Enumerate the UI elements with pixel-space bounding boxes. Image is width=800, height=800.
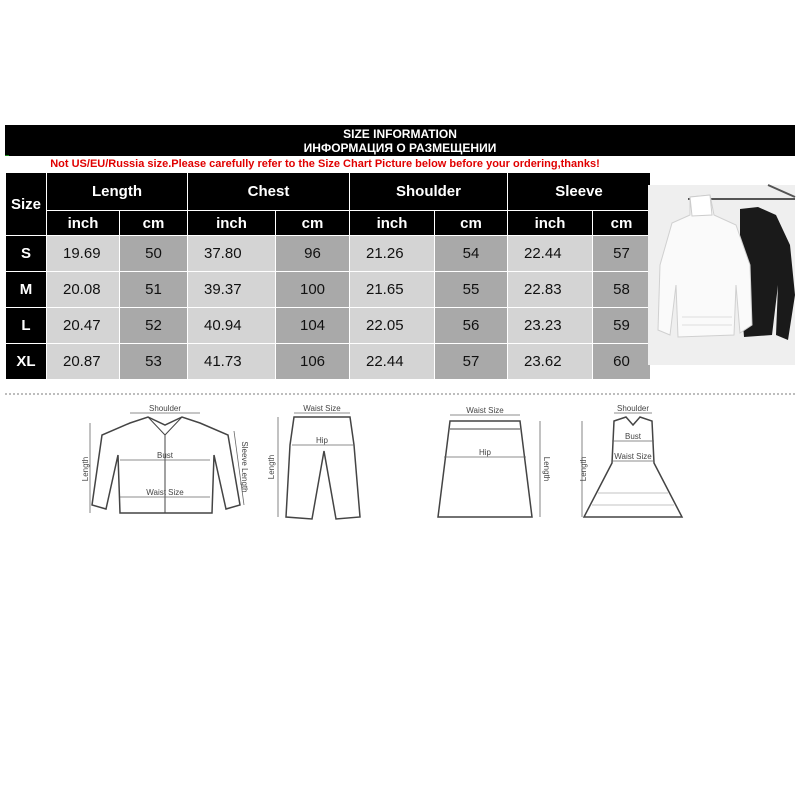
table-cell: 104 xyxy=(276,308,350,344)
skirt-diagram xyxy=(420,405,550,530)
table-cell: 20.47 xyxy=(47,308,120,344)
table-cell: 22.44 xyxy=(350,344,435,380)
table-cell: 20.08 xyxy=(47,272,120,308)
unit-header: cm xyxy=(120,211,188,236)
table-cell: 54 xyxy=(435,236,508,272)
size-notice: Not US/EU/Russia size.Please carefully refer to the Size Chart Picture below before your ordering,thanks! xyxy=(5,156,645,172)
table-cell: 58 xyxy=(593,272,651,308)
waist-label: Waist Size xyxy=(466,406,504,415)
banner-title-ru: ИНФОРМАЦИЯ О РАЗМЕЩЕНИИ xyxy=(303,141,497,155)
waist-label: Waist Size xyxy=(614,452,652,461)
table-cell: 57 xyxy=(593,236,651,272)
unit-header: cm xyxy=(435,211,508,236)
table-cell: 60 xyxy=(593,344,651,380)
table-cell: 106 xyxy=(276,344,350,380)
unit-header: inch xyxy=(47,211,120,236)
table-row xyxy=(6,308,651,344)
waist-label: Waist Size xyxy=(146,488,184,497)
section-divider xyxy=(5,393,795,395)
pants-diagram xyxy=(262,405,372,530)
length-label: Length xyxy=(579,456,588,482)
length-label: Length xyxy=(81,456,90,482)
table-cell: 23.62 xyxy=(508,344,593,380)
table-cell: 37.80 xyxy=(188,236,276,272)
unit-header: inch xyxy=(350,211,435,236)
size-info-banner xyxy=(5,125,795,156)
table-cell: 23.23 xyxy=(508,308,593,344)
group-header-chest: Chest xyxy=(188,173,350,211)
row-size-label: S xyxy=(6,236,47,272)
length-label: Length xyxy=(267,454,276,480)
shoulder-label: Shoulder xyxy=(148,404,182,413)
size-table xyxy=(5,172,651,380)
group-header-length: Length xyxy=(47,173,188,211)
row-size-label: M xyxy=(6,272,47,308)
table-cell: 53 xyxy=(120,344,188,380)
bust-label: Bust xyxy=(624,432,642,441)
table-cell: 56 xyxy=(435,308,508,344)
sleeve-length-label: Sleeve Length xyxy=(240,441,249,493)
hip-label: Hip xyxy=(315,436,329,445)
table-cell: 22.44 xyxy=(508,236,593,272)
shirt-diagram xyxy=(80,405,250,530)
bust-label: Bust xyxy=(156,451,174,460)
row-size-label: XL xyxy=(6,344,47,380)
table-cell: 52 xyxy=(120,308,188,344)
table-cell: 39.37 xyxy=(188,272,276,308)
hip-label: Hip xyxy=(478,448,492,457)
row-size-label: L xyxy=(6,308,47,344)
unit-header: cm xyxy=(276,211,350,236)
table-cell: 21.65 xyxy=(350,272,435,308)
turtleneck-sweater-photo xyxy=(648,185,795,365)
dress-diagram xyxy=(578,405,688,530)
banner-title-en: SIZE INFORMATION xyxy=(343,127,457,141)
table-cell: 59 xyxy=(593,308,651,344)
unit-header: inch xyxy=(508,211,593,236)
table-cell: 20.87 xyxy=(47,344,120,380)
group-header-shoulder: Shoulder xyxy=(350,173,508,211)
table-row xyxy=(6,272,651,308)
table-cell: 21.26 xyxy=(350,236,435,272)
table-cell: 51 xyxy=(120,272,188,308)
table-cell: 22.83 xyxy=(508,272,593,308)
length-label: Length xyxy=(542,456,551,482)
size-header: Size xyxy=(6,173,47,236)
table-cell: 41.73 xyxy=(188,344,276,380)
table-cell: 22.05 xyxy=(350,308,435,344)
table-cell: 57 xyxy=(435,344,508,380)
table-cell: 40.94 xyxy=(188,308,276,344)
unit-header: cm xyxy=(593,211,651,236)
table-cell: 100 xyxy=(276,272,350,308)
group-header-sleeve: Sleeve xyxy=(508,173,651,211)
table-row xyxy=(6,344,651,380)
waist-label: Waist Size xyxy=(303,404,341,413)
table-row xyxy=(6,236,651,272)
table-cell: 50 xyxy=(120,236,188,272)
shoulder-label: Shoulder xyxy=(616,404,650,413)
table-cell: 55 xyxy=(435,272,508,308)
unit-header: inch xyxy=(188,211,276,236)
table-cell: 19.69 xyxy=(47,236,120,272)
table-cell: 96 xyxy=(276,236,350,272)
